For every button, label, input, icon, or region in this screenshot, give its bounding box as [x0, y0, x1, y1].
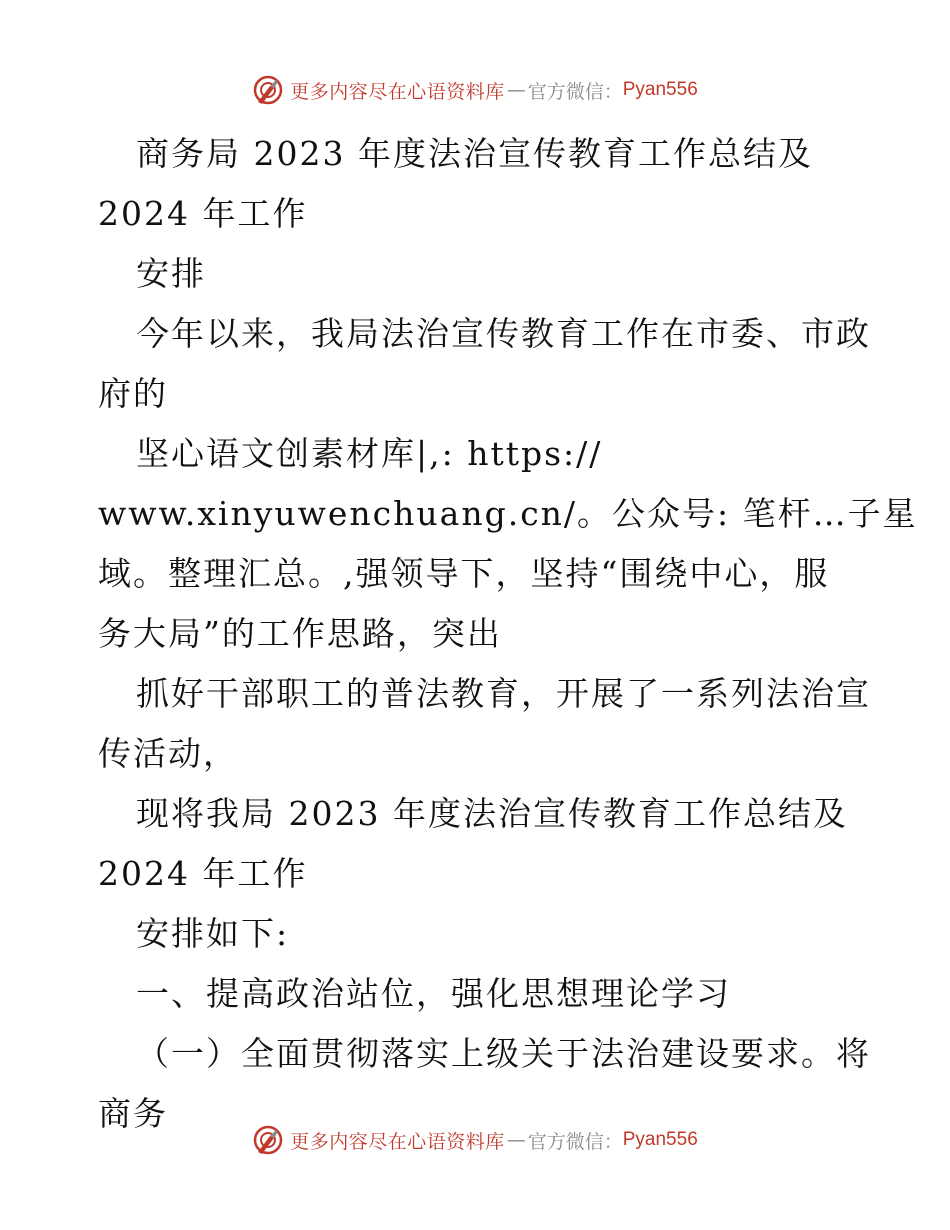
footer-banner: [0, 1120, 950, 1160]
text-line: 抓好干部职工的普法教育，开展了一系列法治宣: [136, 674, 871, 713]
text-line: www.xinyuwenchuang.cn/。公众号: 笔杆…子星: [98, 494, 918, 533]
text-line: 现将我局 2023 年度法治宣传教育工作总结及: [136, 794, 848, 833]
pen-logo-icon: [252, 1124, 284, 1156]
text-line: 2024 年工作: [98, 854, 308, 893]
text-line: 商务局 2023 年度法治宣传教育工作总结及: [136, 134, 813, 173]
text-line: （一）全面贯彻落实上级关于法治建设要求。将: [136, 1034, 871, 1073]
banner-promo-text: 更多内容尽在心语资料库: [290, 80, 505, 103]
text-line: 安排如下:: [136, 914, 290, 953]
text-line: 传活动，: [98, 734, 238, 773]
header-banner: [0, 70, 950, 110]
text-line: 务大局”的工作思路，突出: [98, 614, 502, 653]
text-line: 域。整理汇总。,强领导下，坚持“围绕中心，服: [98, 554, 830, 593]
pen-logo-icon: [252, 74, 284, 106]
document-body: [98, 124, 918, 1144]
text-line: 府的: [98, 374, 168, 413]
banner-wechat-id: Pyan556: [622, 79, 698, 100]
text-line: 一、提高政治站位，强化思想理论学习: [136, 974, 731, 1013]
text-line: 安排: [136, 254, 206, 293]
banner-wechat-label: 官方微信：: [527, 80, 623, 103]
text-line: 今年以来，我局法治宣传教育工作在市委、市政: [136, 314, 871, 353]
banner-wechat-id: Pyan556: [622, 1129, 698, 1150]
text-line: 商务: [98, 1094, 168, 1133]
banner-promo-text: 更多内容尽在心语资料库: [290, 1130, 505, 1153]
text-line: 2024 年工作: [98, 194, 308, 233]
text-line: 坚心语文创素材库|,: https://: [136, 434, 603, 473]
banner-separator: —: [506, 79, 526, 101]
banner-separator: —: [506, 1129, 526, 1151]
banner-wechat-label: 官方微信：: [527, 1130, 623, 1153]
